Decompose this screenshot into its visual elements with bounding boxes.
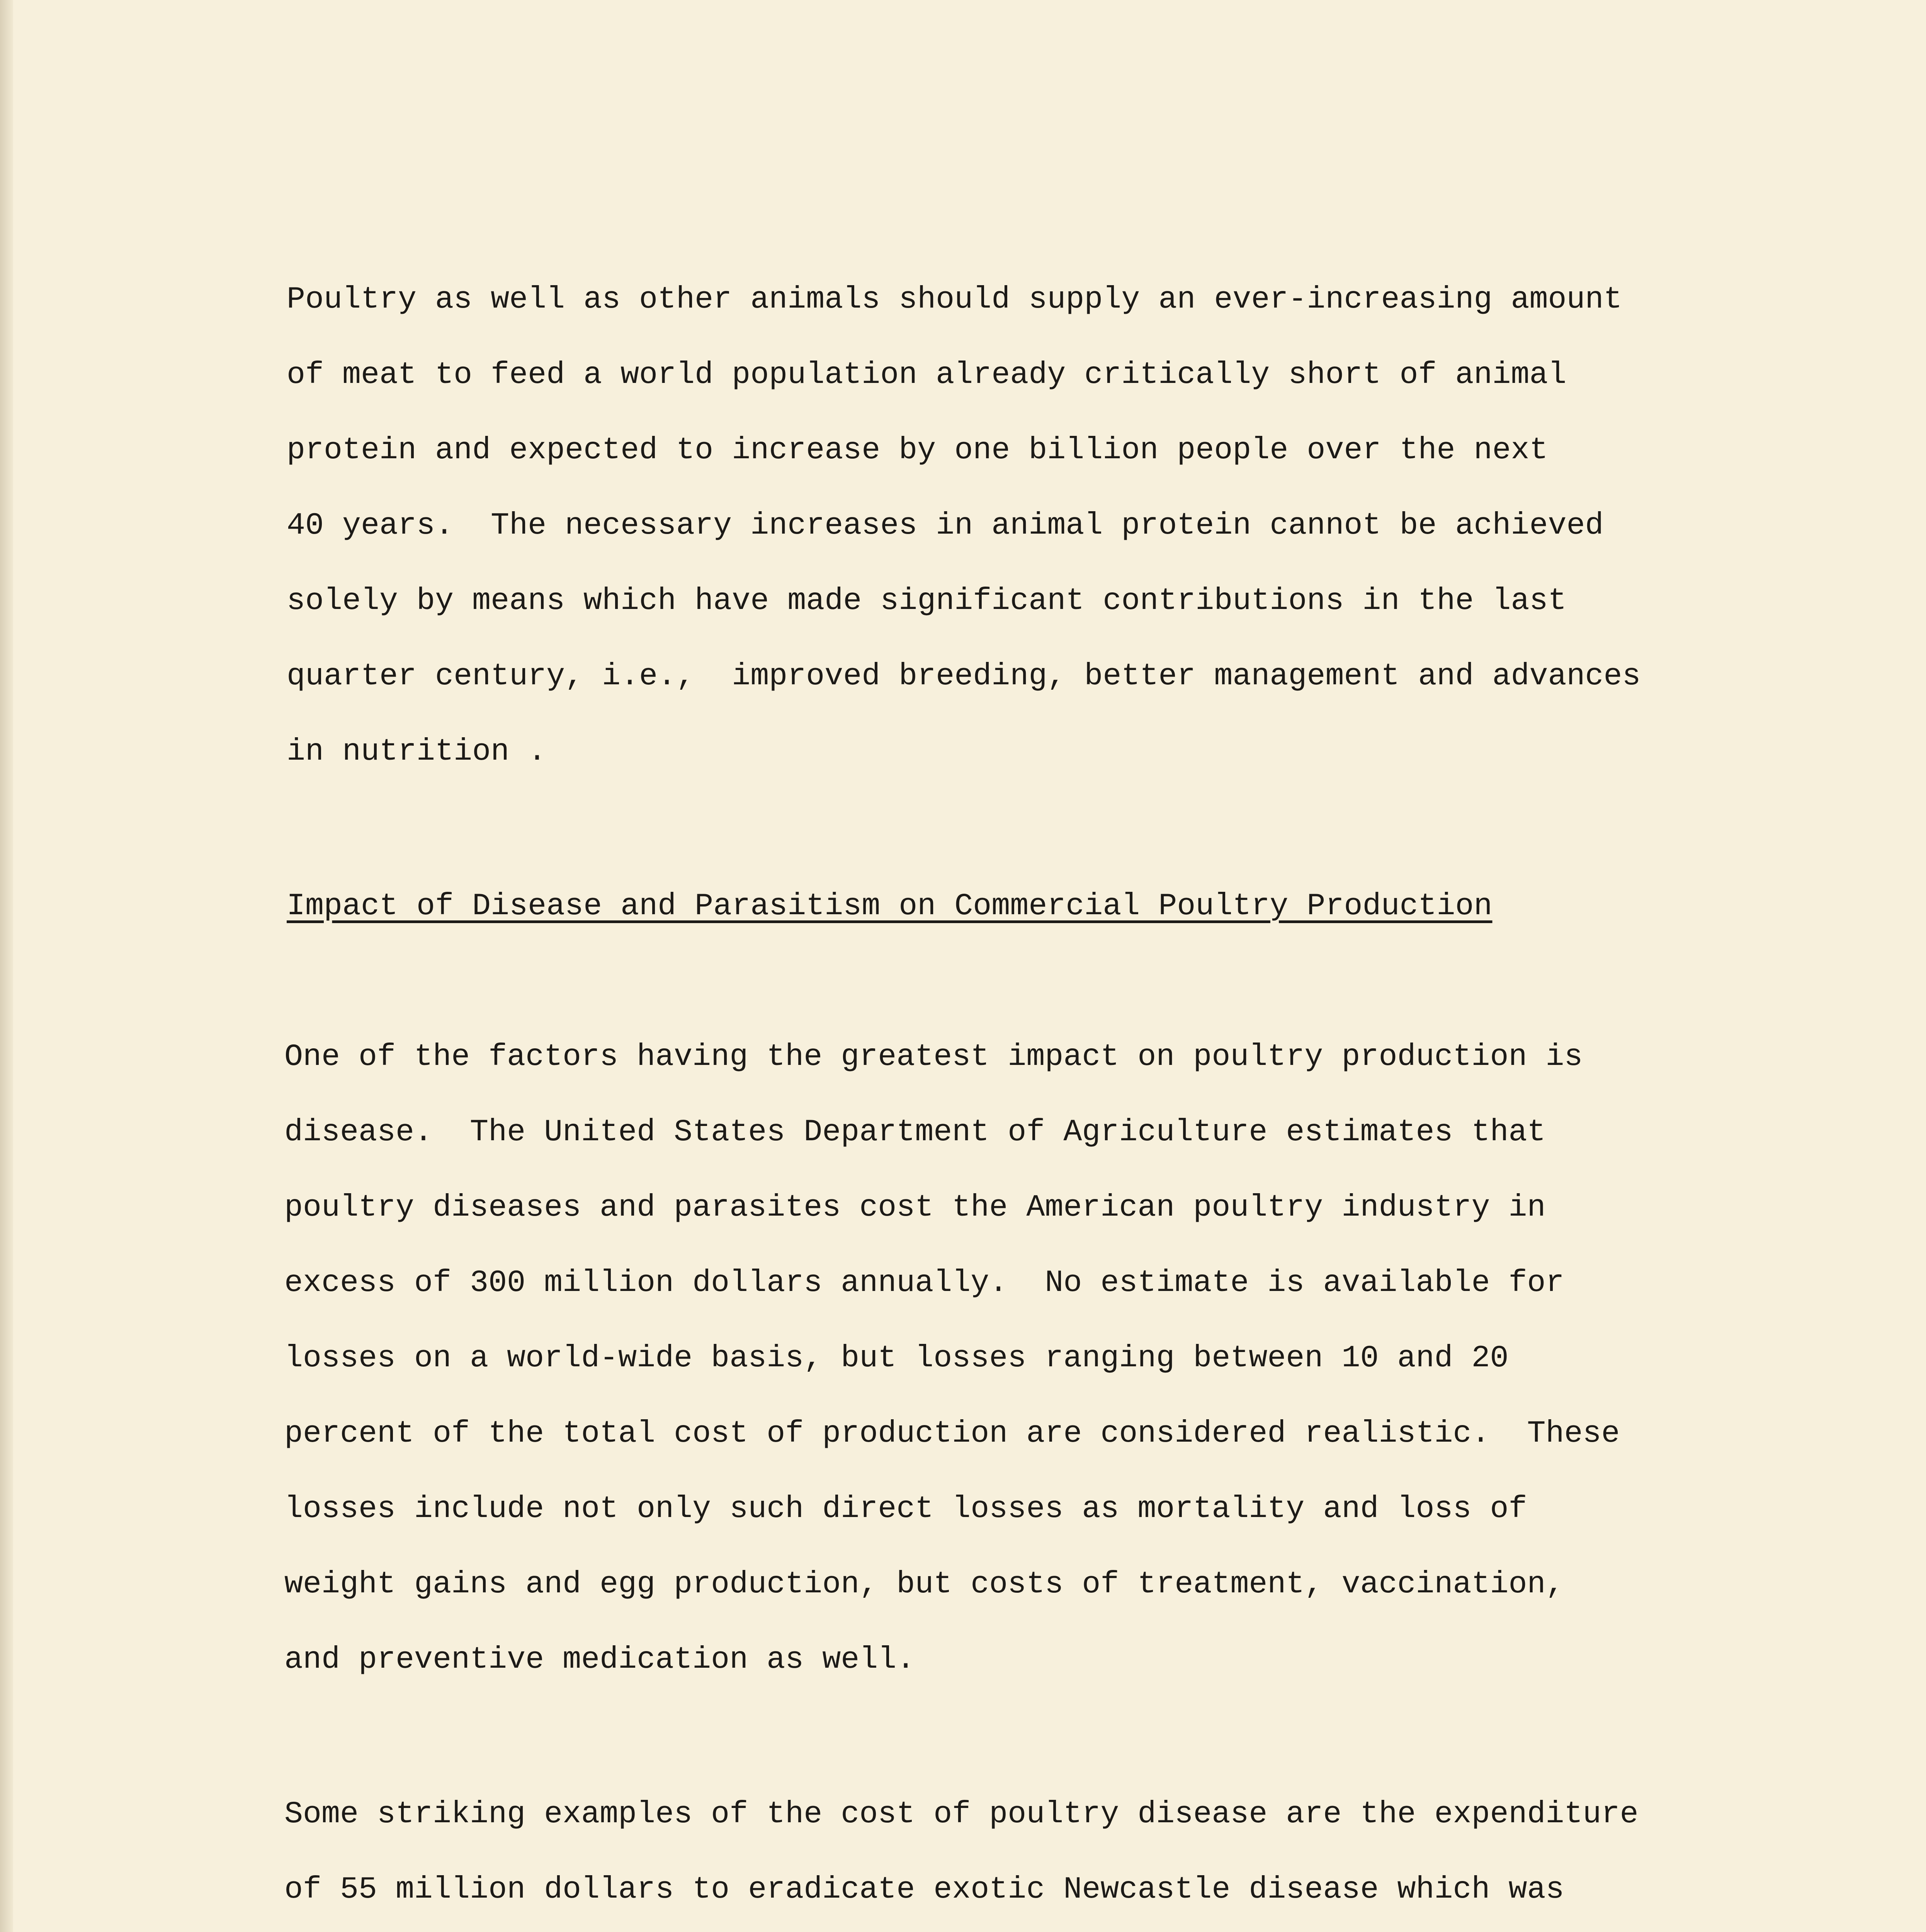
paragraph-line: and preventive medication as well. (284, 1642, 915, 1677)
paragraph-line: Some striking examples of the cost of poultry disease are the expenditure (284, 1797, 1639, 1832)
paragraph-line: of meat to feed a world population already critically short of animal (287, 357, 1567, 393)
paragraph-line: disease. The United States Department of Agriculture estimates that (284, 1115, 1546, 1150)
paragraph-line: losses include not only such direct losses as mortality and loss of (284, 1492, 1527, 1527)
paragraph-line: Poultry as well as other animals should supply an ever-increasing amount (287, 282, 1622, 317)
paragraph-line: in nutrition . (287, 734, 547, 769)
paragraph-line: protein and expected to increase by one billion people over the next (287, 433, 1548, 468)
paragraph-line: weight gains and egg production, but costs of treatment, vaccination, (284, 1567, 1564, 1602)
paragraph-line: One of the factors having the greatest impact on poultry production is (284, 1039, 1583, 1075)
paragraph-line: 40 years. The necessary increases in animal protein cannot be achieved (287, 508, 1604, 543)
paragraph-line: poultry diseases and parasites cost the American poultry industry in (284, 1190, 1546, 1225)
paragraph-line: of 55 million dollars to eradicate exotic Newcastle disease which was (284, 1872, 1564, 1907)
paragraph-line: excess of 300 million dollars annually. No estimate is available for (284, 1265, 1564, 1301)
paragraph-line: solely by means which have made significant contributions in the last (287, 583, 1567, 619)
page-edge-shadow (0, 0, 13, 1932)
paragraph-line: quarter century, i.e., improved breeding, better management and advances (287, 659, 1641, 694)
section-heading: Impact of Disease and Parasitism on Commercial Poultry Production (287, 889, 1493, 924)
paragraph-line: percent of the total cost of production are considered realistic. These (284, 1416, 1620, 1451)
paragraph-line: losses on a world-wide basis, but losses ranging between 10 and 20 (284, 1341, 1509, 1376)
